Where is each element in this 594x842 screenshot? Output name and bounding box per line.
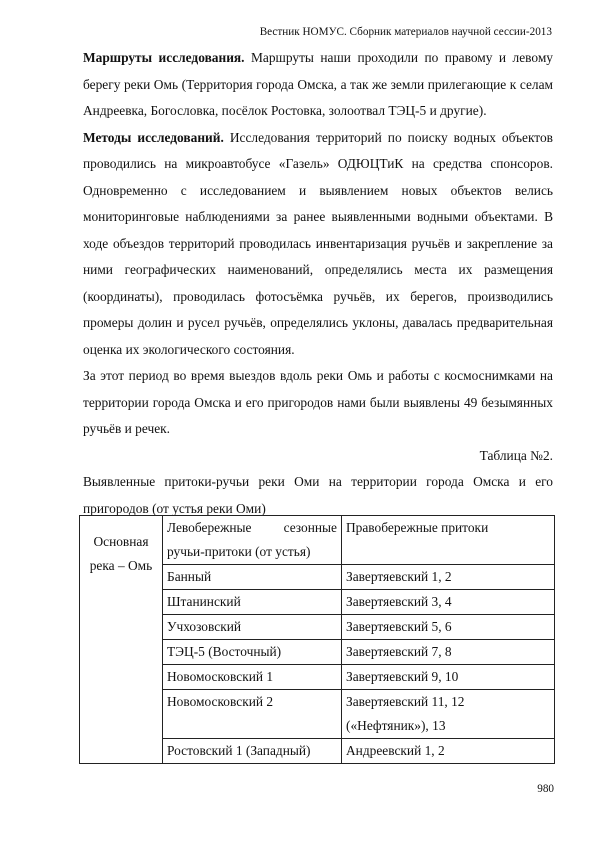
- right-bank-cell: Завертяевский 3, 4: [342, 590, 555, 615]
- right-bank-cell: Завертяевский 5, 6: [342, 615, 555, 640]
- left-bank-cell: Учхозовский: [163, 615, 342, 640]
- left-bank-cell: ТЭЦ-5 (Восточный): [163, 640, 342, 665]
- right-bank-cell: Завертяевский 11, 12 («Нефтяник»), 13: [342, 690, 555, 739]
- paragraph-methods: [83, 125, 553, 364]
- table-label: Таблица №2.: [479, 447, 553, 463]
- left-bank-cell: Ростовский 1 (Западный): [163, 739, 342, 764]
- left-bank-cell: Банный: [163, 565, 342, 590]
- right-bank-header: Правобережные притоки: [342, 516, 555, 565]
- tributaries-table: [79, 515, 555, 764]
- right-bank-cell: Завертяевский 7, 8: [342, 640, 555, 665]
- methods-heading: Методы исследований.: [83, 129, 224, 145]
- right-bank-cell: Завертяевский 9, 10: [342, 665, 555, 690]
- left-bank-cell: Штанинский: [163, 590, 342, 615]
- left-bank-cell: Новомосковский 1: [163, 665, 342, 690]
- right-bank-cell: Завертяевский 1, 2: [342, 565, 555, 590]
- running-header: Вестник НОМУС. Сборник материалов научной сессии-2013: [259, 26, 552, 38]
- left-bank-header-line2: ручьи-притоки (от устья): [167, 544, 311, 559]
- left-bank-cell: Новомосковский 2: [163, 690, 342, 739]
- paragraph-results: За этот период во время выездов вдоль реки Омь и работы с космоснимками на территории города Омска и его пригородов нами были выявлены 49 безымянных ручьёв и речек.: [83, 368, 553, 436]
- article-body: [83, 45, 553, 522]
- left-bank-header: [163, 516, 342, 565]
- main-river-cell: Основная река – Омь: [80, 516, 163, 764]
- left-bank-header-line1: Левобережные сезонные: [167, 520, 337, 535]
- table-header-row: [80, 516, 555, 565]
- table-caption: Выявленные притоки-ручьи реки Оми на территории города Омска и его пригородов (от устья реки Оми): [83, 474, 553, 516]
- right-bank-cell: Андреевский 1, 2: [342, 739, 555, 764]
- page-number: 980: [537, 783, 554, 795]
- routes-heading: Маршруты исследования.: [83, 50, 245, 65]
- methods-text: Исследования территорий по поиску водных объектов проводились на микроавтобусе «Газель» ОДЮЦТиК на средства спонсоров. Одновременно с исследованием и выявлением новых объектов велись мониторинговые наблюдениями за ранее выявленными водными объектами. В ходе объездов территорий проводилась инвентаризация ручьёв и закрепление за ними географических наименований, определялись места их размещения (координаты), проводилась фотосъёмка ручьёв, их берегов, производились промеры долин и русел ручьёв, определялись уклоны, давалась предварительная оценка их экологического состояния.: [83, 129, 553, 357]
- paragraph-routes: [83, 45, 553, 125]
- routes-text: Маршруты наши проходили по правому и левому берегу реки Омь (Территория города Омска, а так же земли прилегающие к селам Андреевка, Богословка, посёлок Ростовка, золоотвал ТЭЦ-5 и другие).: [83, 50, 554, 118]
